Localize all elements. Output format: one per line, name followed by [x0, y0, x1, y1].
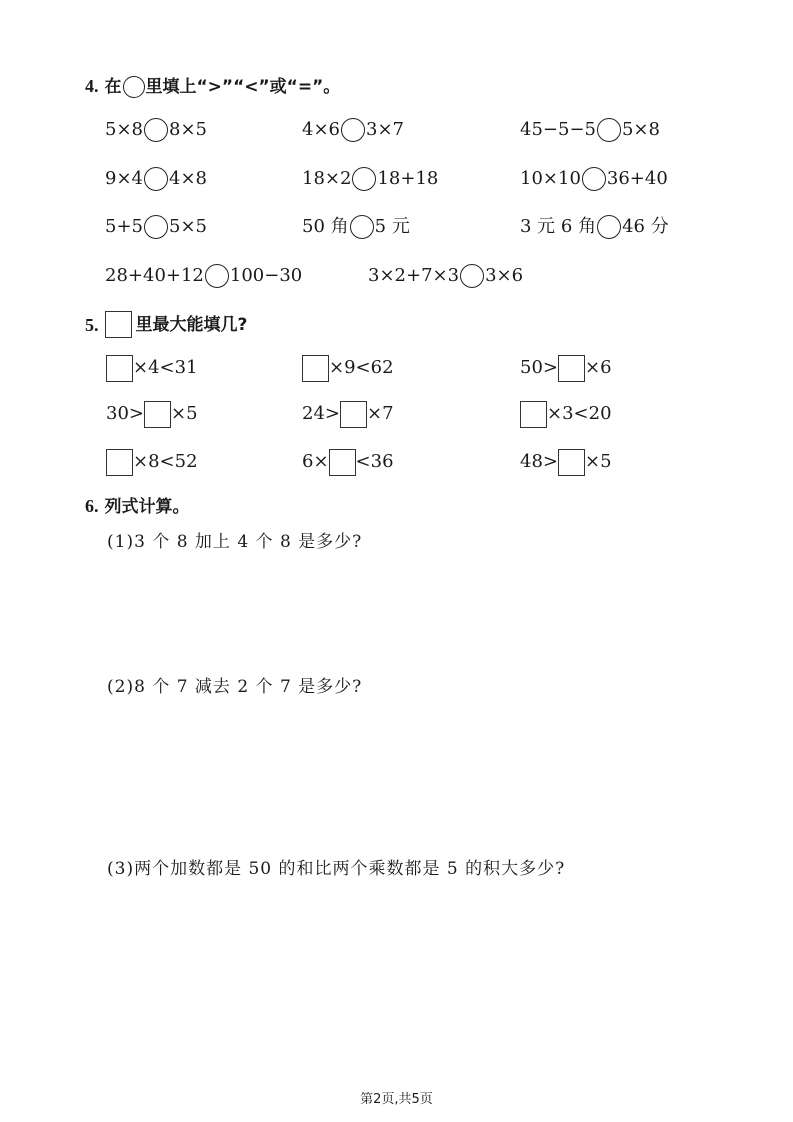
- compare-right: 5×8: [621, 119, 660, 140]
- question-1: (1)3 个 8 加上 4 个 8 是多少?: [107, 532, 363, 552]
- answer-box[interactable]: [558, 449, 585, 476]
- answer-circle[interactable]: [144, 215, 168, 239]
- answer-circle[interactable]: [205, 264, 229, 288]
- section-5-number: 5.: [85, 314, 99, 335]
- compare-right: 5×5: [169, 216, 207, 237]
- answer-box[interactable]: [106, 355, 133, 382]
- compare-right: 18+18: [377, 168, 439, 189]
- compare-left: 9×4: [105, 168, 143, 189]
- fill-right: ×4<31: [133, 357, 198, 378]
- compare-right: 3×6: [485, 265, 524, 286]
- fill-item: [302, 353, 394, 383]
- answer-circle[interactable]: [582, 167, 606, 191]
- fill-right: ×9<62: [329, 357, 394, 378]
- answer-circle[interactable]: [350, 215, 374, 239]
- compare-item: [302, 212, 410, 242]
- answer-box[interactable]: [329, 449, 356, 476]
- compare-left: 45−5−5: [520, 119, 596, 140]
- fill-right: <36: [355, 451, 394, 472]
- compare-left: 3×2+7×3: [368, 265, 460, 286]
- compare-item: [105, 164, 207, 194]
- compare-right: 36+40: [606, 168, 668, 189]
- fill-item: [302, 447, 394, 477]
- fill-left: 24>: [302, 403, 340, 424]
- answer-box[interactable]: [144, 401, 171, 428]
- compare-item: [302, 115, 404, 145]
- compare-item: [105, 212, 207, 242]
- answer-circle[interactable]: [597, 215, 621, 239]
- compare-left: 4×6: [302, 119, 340, 140]
- section-4-heading: [85, 73, 340, 100]
- compare-item: [520, 164, 668, 194]
- answer-circle[interactable]: [341, 118, 365, 142]
- answer-circle[interactable]: [460, 264, 484, 288]
- compare-left: 3 元 6 角: [520, 216, 597, 237]
- compare-right: 5 元: [374, 216, 410, 237]
- section-6-number: 6.: [85, 496, 99, 516]
- fill-item: [106, 447, 198, 477]
- compare-left: 28+40+12: [105, 265, 204, 286]
- fill-item: [520, 447, 612, 477]
- compare-left: 50 角: [302, 216, 349, 237]
- fill-left: 48>: [520, 451, 558, 472]
- fill-item: [520, 399, 612, 429]
- fill-left: 6×: [302, 451, 329, 472]
- compare-right: 100−30: [229, 265, 303, 286]
- question-2: (2)8 个 7 减去 2 个 7 是多少?: [107, 677, 363, 697]
- answer-circle[interactable]: [597, 118, 621, 142]
- fill-right: ×7: [367, 403, 394, 424]
- fill-item: [106, 353, 198, 383]
- section-6-heading: [85, 493, 190, 520]
- compare-item: [302, 164, 438, 194]
- section-4-title-pre: 在: [104, 77, 122, 97]
- fill-right: ×5: [585, 451, 612, 472]
- answer-circle[interactable]: [144, 118, 168, 142]
- answer-box[interactable]: [520, 401, 547, 428]
- section-6-title: 列式计算。: [104, 497, 190, 517]
- compare-left: 18×2: [302, 168, 352, 189]
- answer-box[interactable]: [558, 355, 585, 382]
- compare-left: 10×10: [520, 168, 581, 189]
- question-3: (3)两个加数都是 50 的和比两个乘数都是 5 的积大多少?: [107, 859, 566, 879]
- fill-right: ×3<20: [547, 403, 612, 424]
- compare-item: [105, 261, 302, 291]
- page-footer: 第2页,共5页: [360, 1092, 433, 1107]
- compare-right: 8×5: [169, 119, 207, 140]
- square-symbol-icon: [105, 311, 132, 338]
- section-4-title-post: 里填上“>”“<”或“=”。: [145, 77, 341, 97]
- fill-item: [106, 399, 198, 429]
- fill-left: 30>: [106, 403, 144, 424]
- answer-box[interactable]: [340, 401, 367, 428]
- section-5-heading: [85, 311, 247, 338]
- compare-left: 5+5: [105, 216, 143, 237]
- answer-circle[interactable]: [144, 167, 168, 191]
- compare-item: [520, 115, 660, 145]
- compare-right: 4×8: [169, 168, 207, 189]
- circle-symbol-icon: [123, 76, 145, 98]
- section-4-number: 4.: [85, 76, 99, 96]
- fill-right: ×6: [585, 357, 612, 378]
- compare-item: [105, 115, 207, 145]
- fill-right: ×8<52: [133, 451, 198, 472]
- compare-right: 46 分: [622, 216, 669, 237]
- fill-left: 50>: [520, 357, 558, 378]
- compare-item: [520, 212, 669, 242]
- fill-item: [520, 353, 612, 383]
- compare-right: 3×7: [366, 119, 404, 140]
- answer-box[interactable]: [106, 449, 133, 476]
- compare-left: 5×8: [105, 119, 143, 140]
- answer-circle[interactable]: [352, 167, 376, 191]
- fill-item: [302, 399, 394, 429]
- answer-box[interactable]: [302, 355, 329, 382]
- compare-item: [368, 261, 523, 291]
- fill-right: ×5: [171, 403, 198, 424]
- section-5-title-post: 里最大能填几?: [135, 314, 248, 335]
